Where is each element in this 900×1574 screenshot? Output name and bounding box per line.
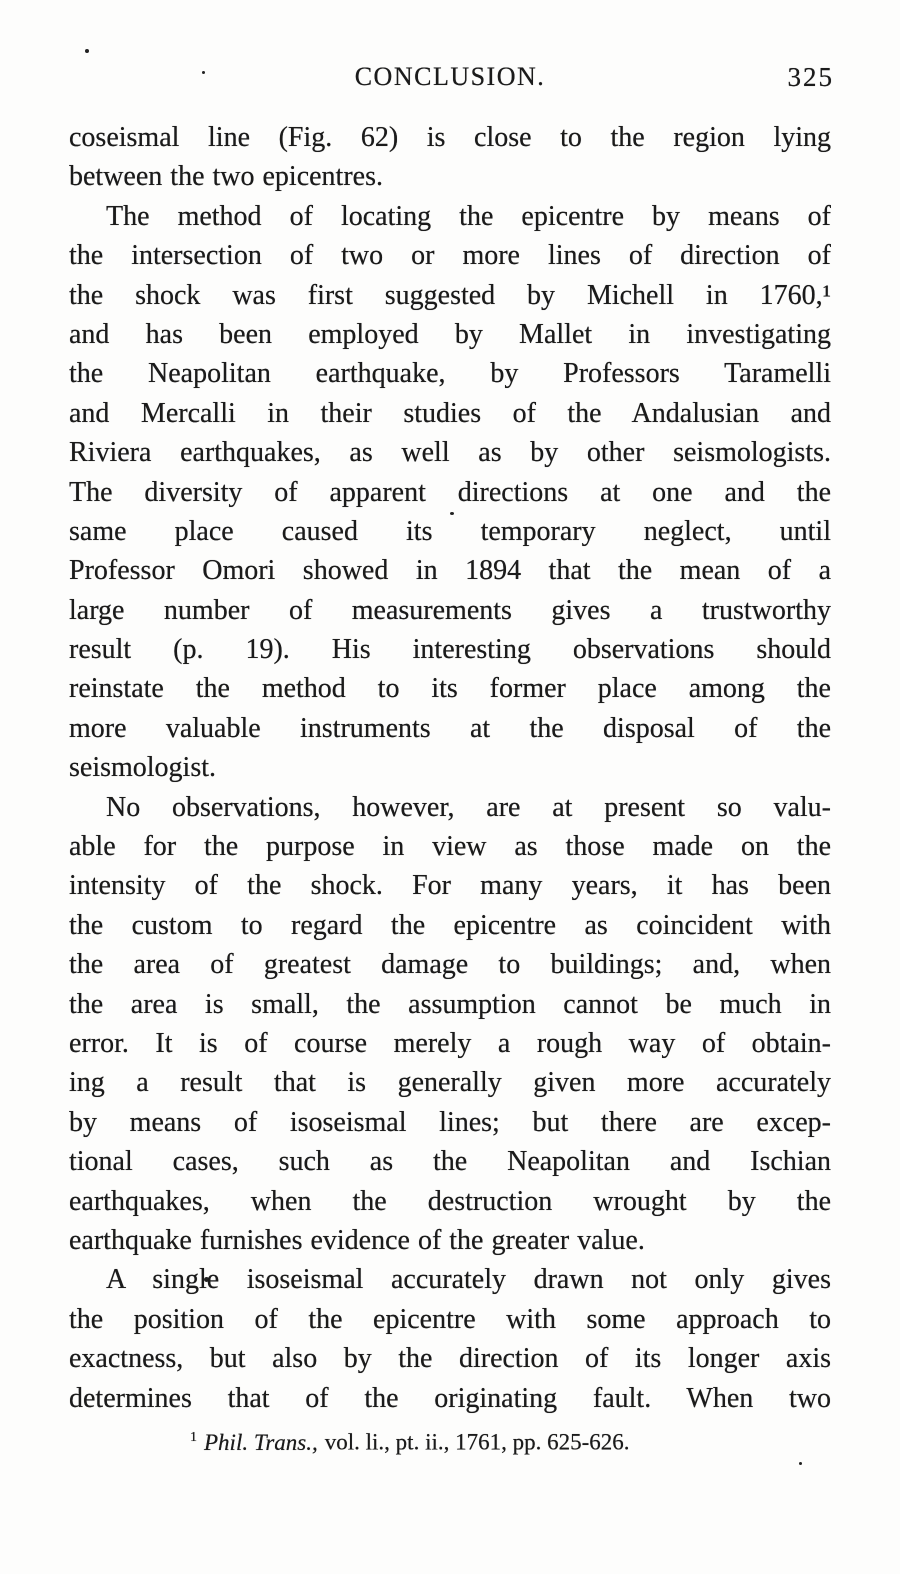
text-line: the position of the epicentre with some approach to [69,1303,831,1335]
text-line: by means of isoseismal lines; but there are excep- [69,1106,831,1138]
text-line: and Mercalli in their studies of the Andalusian and [69,397,831,429]
text-line: earthquake furnishes evidence of the greater value. [69,1224,645,1256]
text-line: same place caused its temporary neglect, until [69,515,831,547]
text-line: result (p. 19). His interesting observations should [69,634,831,666]
text-line: the area is small, the assumption cannot be much in [69,988,831,1020]
ink-speck [85,49,89,53]
text-line: coseismal line (Fig. 62) is close to the region lying [69,122,831,153]
paragraph-continuation [69,118,831,197]
text-line: between the two epicentres. [69,161,383,193]
chapter-title: CONCLUSION. [354,62,546,91]
text-line: Professor Omori showed in 1894 that the mean of a [69,555,831,587]
text-line: determines that of the originating fault. When two [69,1382,831,1414]
text-line: the custom to regard the epicentre as coincident with [69,909,831,941]
body-text [69,118,831,1418]
text-line: large number of measurements gives a trustworthy [69,594,831,626]
text-line: ing a result that is generally given more accurately [69,1067,831,1099]
text-line: the intersection of two or more lines of direction of [69,240,831,272]
text-line: error. It is of course merely a rough way of obtain- [69,1027,831,1059]
text-line: more valuable instruments at the disposal of the [69,712,831,744]
text-line: earthquakes, when the destruction wrought by the [69,1185,831,1217]
paragraph-isoseismal [69,1260,831,1418]
text-line: seismologist. [69,752,217,784]
page-header [0,60,900,94]
text-line: A single isoseismal accurately drawn not only gives [106,1264,831,1296]
text-line: the shock was first suggested by Michell in 1760,¹ [69,279,831,311]
text-line: tional cases, such as the Neapolitan and Ischian [69,1146,831,1178]
text-line: The diversity of apparent directions at one and the [69,476,831,508]
paragraph-method [69,197,831,788]
text-line: exactness, but also by the direction of its longer axis [69,1343,831,1375]
text-line: able for the purpose in view as those made on the [69,831,831,863]
text-line: intensity of the shock. For many years, it has been [69,870,831,902]
footnote-source: Phil. Trans., [204,1429,318,1455]
footnote-marker: 1 [190,1430,197,1445]
page-number: 325 [787,62,834,92]
paragraph-observations [69,788,831,1261]
ink-speck [799,1462,802,1465]
text-line: and has been employed by Mallet in investigating [69,318,831,350]
footnote [190,1424,630,1457]
text-line: Riviera earthquakes, as well as by other seismologists. [69,437,831,469]
text-line: The method of locating the epicentre by means of [106,200,831,232]
text-line: the Neapolitan earthquake, by Professors Taramelli [69,358,831,390]
footnote-details: vol. li., pt. ii., 1761, pp. 625-626. [324,1429,630,1455]
text-line: reinstate the method to its former place among the [69,673,831,705]
text-line: the area of greatest damage to buildings; and, when [69,949,831,981]
text-line: No observations, however, are at present so valu- [106,791,831,823]
